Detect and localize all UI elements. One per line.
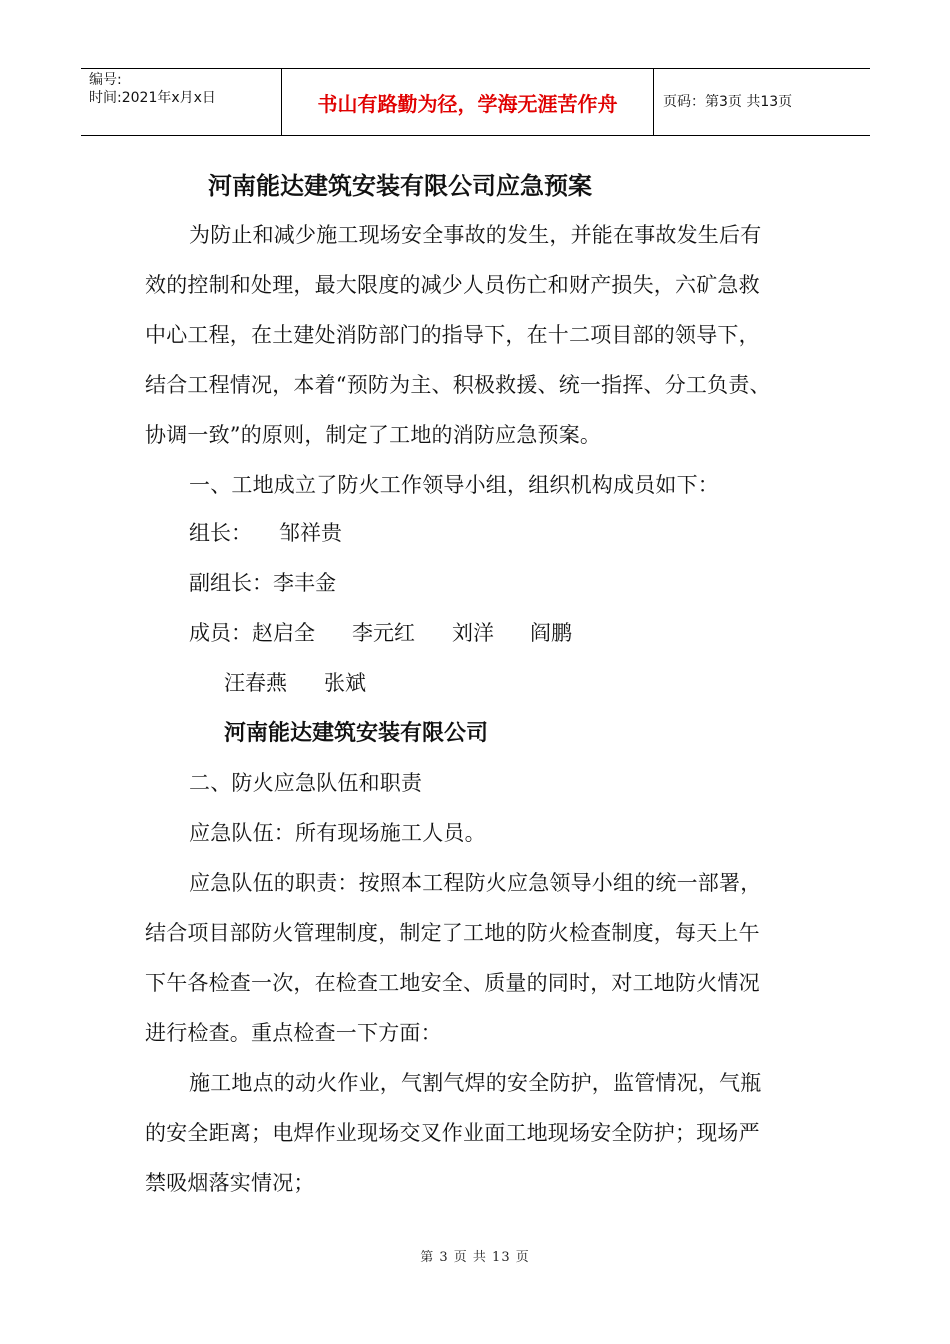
header-motto-cell [282,69,654,135]
document-title: 河南能达建筑安装有限公司应急预案 [208,171,592,200]
deputy-label: 副组长： [189,571,273,595]
duty-line: 进行检查。重点检查一下方面： [145,1021,442,1045]
company-name: 河南能达建筑安装有限公司 [224,720,489,746]
page-footer: 第 3 页 共 13 页 [420,1250,530,1265]
header-motto: 书山有路勤为径，学海无涯苦作舟 [317,92,618,116]
member-name: 李元红 [352,621,415,645]
intro-line: 协调一致”的原则，制定了工地的消防应急预案。 [145,423,602,447]
leader-label: 组长： [189,521,252,545]
member-name: 赵启全 [252,621,315,645]
members-row-2 [224,668,366,698]
member-name: 张斌 [324,671,366,695]
deputy-name: 李丰金 [273,571,336,595]
document-number-label: 编号: [89,72,122,88]
leader-name: 邹祥贵 [279,521,342,545]
member-name: 阎鹏 [530,621,572,645]
team-line: 应急队伍：所有现场施工人员。 [189,821,486,845]
duty-line: 下午各检查一次，在检查工地安全、质量的同时，对工地防火情况 [145,971,760,995]
section2-heading: 二、防火应急队伍和职责 [189,771,423,795]
intro-line: 中心工程，在土建处消防部门的指导下，在十二项目部的领导下， [145,323,760,347]
member-name: 汪春燕 [224,671,287,695]
duty-line: 结合项目部防火管理制度，制定了工地的防火检查制度，每天上午 [145,921,760,945]
duty-line: 应急队伍的职责：按照本工程防火应急领导小组的统一部署， [189,871,762,895]
section1-heading: 一、工地成立了防火工作领导小组，组织机构成员如下： [189,473,719,497]
check-line: 施工地点的动火作业，气割气焊的安全防护，监管情况，气瓶 [189,1071,762,1095]
document-time-label: 时间:2021年x月x日 [89,90,216,106]
header-meta [81,69,282,135]
intro-line: 效的控制和处理，最大限度的减少人员伤亡和财产损失，六矿急救 [145,273,760,297]
page-header [81,68,870,136]
intro-line: 结合工程情况，本着“预防为主、积极救援、统一指挥、分工负责、 [145,373,771,397]
check-line: 禁吸烟落实情况； [145,1171,315,1195]
header-page-info: 页码：第3页 共13页 [663,94,793,110]
members-row [189,618,572,648]
leader-row [189,518,342,548]
members-label: 成员： [189,621,252,645]
member-name: 刘洋 [452,621,494,645]
intro-line: 为防止和减少施工现场安全事故的发生，并能在事故发生后有 [189,223,762,247]
check-line: 的安全距离；电焊作业现场交叉作业面工地现场安全防护；现场严 [145,1121,760,1145]
deputy-row [189,568,336,598]
